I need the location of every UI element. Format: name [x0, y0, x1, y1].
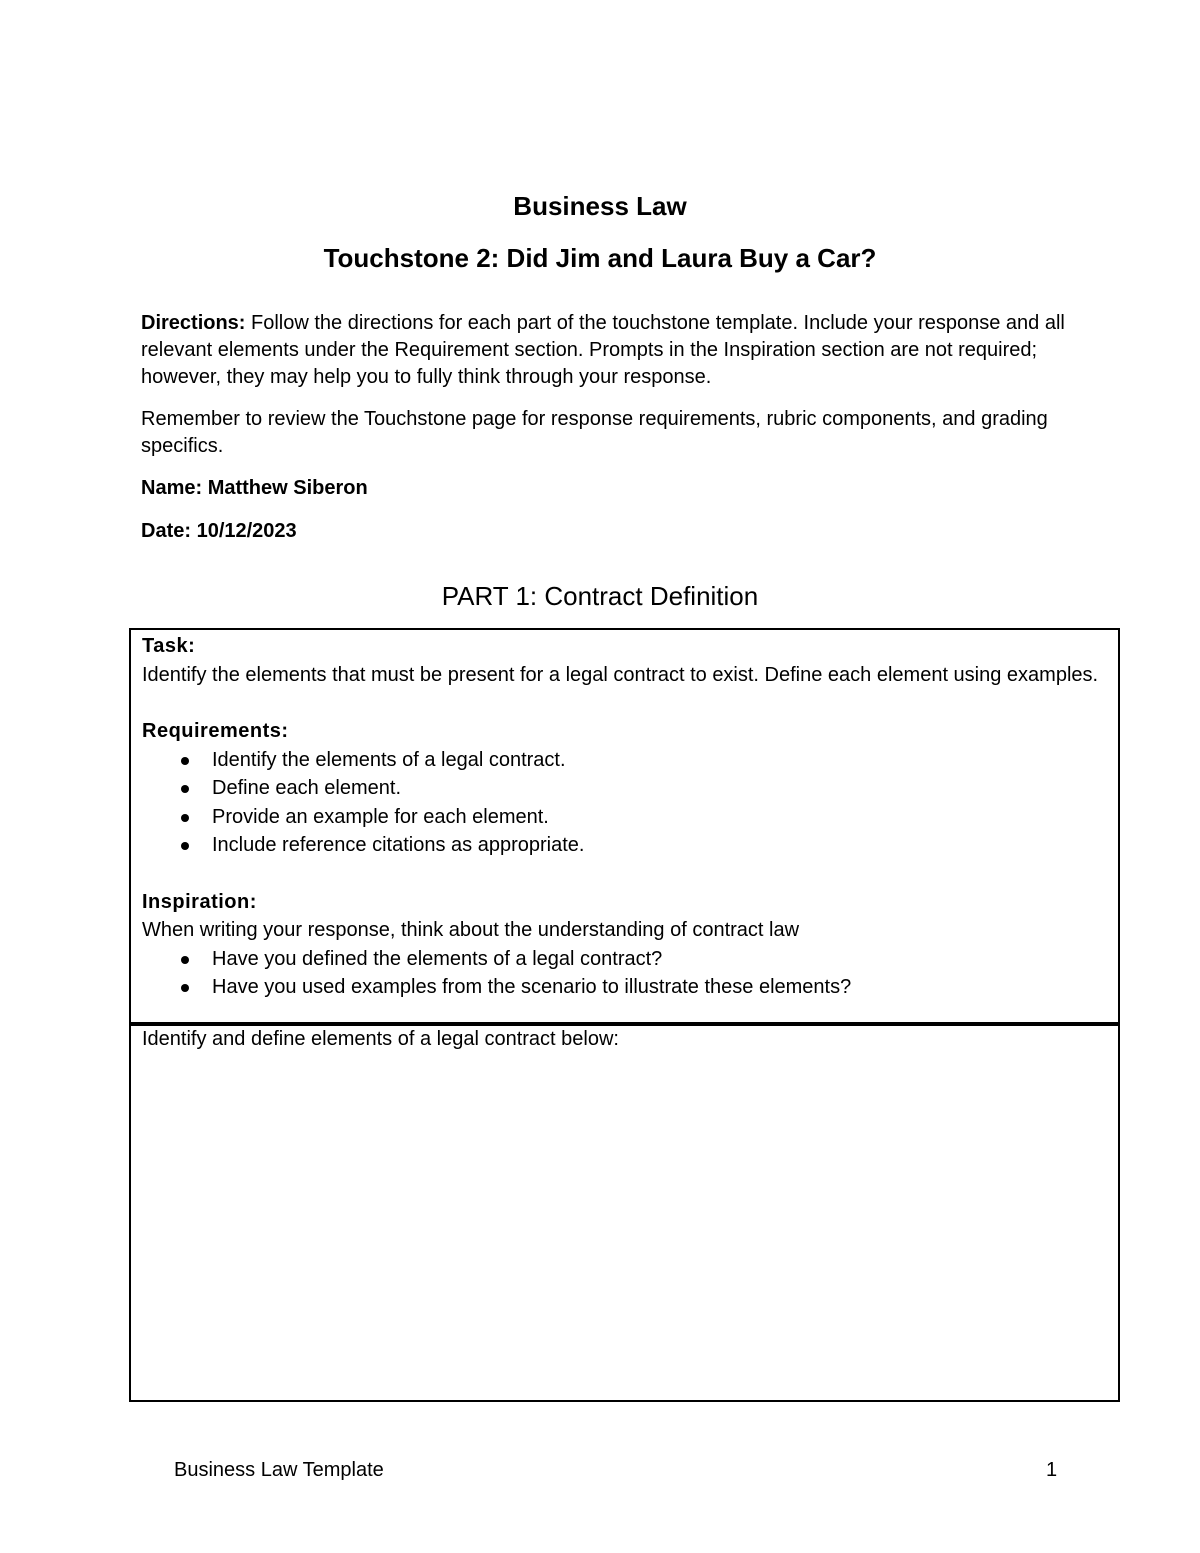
list-item: Identify the elements of a legal contract. — [179, 746, 1108, 775]
reminder-paragraph: Remember to review the Touchstone page for response requirements, rubric components, and grading specifics. — [141, 408, 1048, 457]
document-title: Business Law — [513, 191, 687, 221]
submission-date: Date: 10/12/2023 — [141, 520, 297, 542]
page-number: 1 — [1046, 1459, 1058, 1481]
list-item: Have you used examples from the scenario to illustrate these elements? — [179, 973, 1108, 1002]
response-prompt: Identify and define elements of a legal contract below: — [142, 1028, 619, 1050]
requirements-label: Requirements: — [142, 720, 289, 742]
list-item: Provide an example for each element. — [179, 803, 1108, 832]
footer-text: Business Law Template — [174, 1459, 384, 1481]
student-name: Name: Matthew Siberon — [141, 477, 368, 499]
bullet-icon — [181, 984, 189, 992]
part1-heading: PART 1: Contract Definition — [441, 581, 759, 611]
bullet-icon — [181, 956, 189, 964]
task-label: Task: — [142, 635, 196, 657]
directions-paragraph — [141, 310, 1071, 391]
document-subtitle: Touchstone 2: Did Jim and Laura Buy a Car? — [323, 243, 877, 273]
bullet-icon — [181, 814, 189, 822]
response-box[interactable] — [129, 1022, 1120, 1402]
list-item: Include reference citations as appropriate. — [179, 831, 1108, 860]
list-item: Define each element. — [179, 774, 1108, 803]
list-item: Have you defined the elements of a legal contract? — [179, 945, 1108, 974]
task-box — [129, 628, 1120, 1026]
requirements-list — [142, 746, 1108, 860]
bullet-icon — [181, 842, 189, 850]
bullet-icon — [181, 757, 189, 765]
inspiration-text: When writing your response, think about the understanding of contract law — [142, 919, 800, 941]
inspiration-list — [142, 945, 1108, 1002]
directions-text: Follow the directions for each part of the touchstone template. Include your response and all relevant elements under the Requirement section. Prompts in the Inspiration section are not required; however, they may help you to fully think through your response. — [141, 312, 1065, 388]
bullet-icon — [181, 785, 189, 793]
task-text: Identify the elements that must be present for a legal contract to exist. Define each element using examples. — [142, 663, 1099, 686]
inspiration-label: Inspiration: — [142, 890, 257, 913]
directions-label: Directions: — [141, 312, 246, 334]
